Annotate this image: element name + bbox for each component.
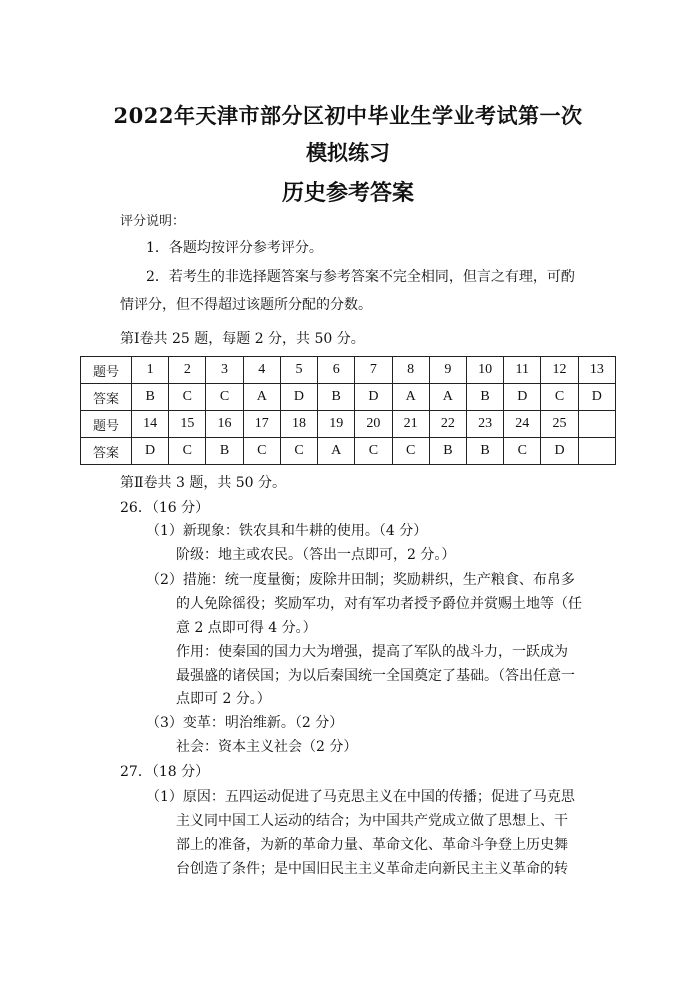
question-number-label: 题号 (81, 411, 132, 438)
question-number-cell: 15 (169, 411, 206, 438)
answer-cell: C (504, 438, 541, 465)
question-number-cell: 22 (429, 411, 466, 438)
q26-part2-line6: 点即可 2 分。） (176, 691, 271, 707)
question-number-cell (578, 411, 615, 438)
question-number-cell: 18 (280, 411, 317, 438)
answer-cell: C (355, 438, 392, 465)
answer-cell: B (132, 384, 169, 411)
answer-cell: B (466, 438, 503, 465)
question-number-cell: 1 (132, 357, 169, 384)
q26-part3-line1: （3）变革：明治维新。（2 分） (146, 715, 344, 731)
answer-cell (578, 438, 615, 465)
question-number-cell: 2 (169, 357, 206, 384)
answer-cell: B (206, 438, 243, 465)
question-number-cell: 16 (206, 411, 243, 438)
question-number-cell: 17 (243, 411, 280, 438)
answer-cell: D (541, 438, 578, 465)
q26-part1-line1: （1）新现象：铁农具和牛耕的使用。（4 分） (146, 523, 428, 539)
question-number-row (81, 357, 616, 384)
question-number-cell: 11 (504, 357, 541, 384)
q26-part3-line2: 社会：资本主义社会（2 分） (176, 739, 358, 755)
question-number-cell: 14 (132, 411, 169, 438)
q26-part2-line5: 最强盛的诸侯国；为以后秦国统一全国奠定了基础。（答出任意一 (176, 668, 575, 684)
answer-cell: B (429, 438, 466, 465)
question-number-row (81, 411, 616, 438)
answer-cell: D (504, 384, 541, 411)
page-subtitle: 历史参考答案 (281, 180, 414, 206)
answer-label: 答案 (81, 384, 132, 411)
q27-part1-line4: 台创造了条件；是中国旧民主主义革命走向新民主主义革命的转 (176, 861, 568, 877)
q26-part1-line2: 阶级：地主或农民。（答出一点即可，2 分。） (176, 547, 456, 563)
question-number-cell: 9 (429, 357, 466, 384)
question-number-cell: 10 (466, 357, 503, 384)
q27-part1-line2: 主义同中国工人运动的结合；为中国共产党成立做了思想上、干 (176, 813, 568, 829)
scoring-note-2-cont: 情评分，但不得超过该题所分配的分数。 (120, 297, 372, 313)
q27-part1-line3: 部上的准备，为新的革命力量、革命文化、革命斗争登上历史舞 (176, 837, 568, 853)
q27-part1-line1: （1）原因：五四运动促进了马克思主义在中国的传播；促进了马克思 (146, 789, 575, 805)
question-number-cell: 25 (541, 411, 578, 438)
question-number-label: 题号 (81, 357, 132, 384)
answer-cell: D (132, 438, 169, 465)
question-26-heading: 26．（16 分） (120, 500, 210, 516)
answer-cell: A (392, 384, 429, 411)
page-title-line2: 模拟练习 (306, 140, 390, 165)
answer-label: 答案 (81, 438, 132, 465)
question-number-cell: 19 (318, 411, 355, 438)
answer-cell: C (280, 438, 317, 465)
scoring-note-1: 1．各题均按评分参考评分。 (146, 240, 323, 256)
answer-cell: C (206, 384, 243, 411)
page-title: 2022年天津市部分区初中毕业生学业考试第一次 (113, 103, 583, 128)
answer-table (80, 356, 616, 465)
question-number-cell: 21 (392, 411, 429, 438)
answer-cell: D (355, 384, 392, 411)
scoring-note-heading: 评分说明： (120, 214, 186, 229)
answer-cell: C (169, 384, 206, 411)
answer-cell: C (243, 438, 280, 465)
question-number-cell: 7 (355, 357, 392, 384)
answer-cell: C (541, 384, 578, 411)
answer-cell: A (429, 384, 466, 411)
answer-row (81, 438, 616, 465)
question-number-cell: 8 (392, 357, 429, 384)
answer-cell: A (243, 384, 280, 411)
answer-cell: B (318, 384, 355, 411)
scoring-note-2: 2．若考生的非选择题答案与参考答案不完全相同，但言之有理，可酌 (146, 269, 575, 285)
answer-cell: D (578, 384, 615, 411)
answer-cell: B (466, 384, 503, 411)
q26-part2-line1: （2）措施：统一度量衡；废除井田制；奖励耕织，生产粮食、布帛多 (146, 572, 575, 588)
question-number-cell: 6 (318, 357, 355, 384)
question-number-cell: 24 (504, 411, 541, 438)
question-number-cell: 4 (243, 357, 280, 384)
question-number-cell: 12 (541, 357, 578, 384)
question-number-cell: 23 (466, 411, 503, 438)
answer-cell: D (280, 384, 317, 411)
answer-cell: A (318, 438, 355, 465)
section-2-heading: 第Ⅱ卷共 3 题，共 50 分。 (120, 475, 287, 491)
question-27-heading: 27．（18 分） (120, 764, 210, 780)
answer-row (81, 384, 616, 411)
question-number-cell: 20 (355, 411, 392, 438)
q26-part2-line4: 作用：使秦国的国力大为增强，提高了军队的战斗力，一跃成为 (176, 644, 568, 660)
q26-part2-line3: 意 2 点即可得 4 分。） (176, 620, 317, 636)
answer-cell: C (169, 438, 206, 465)
question-number-cell: 13 (578, 357, 615, 384)
section-1-heading: 第Ⅰ卷共 25 题，每题 2 分，共 50 分。 (120, 331, 365, 347)
answer-cell: C (392, 438, 429, 465)
question-number-cell: 5 (280, 357, 317, 384)
question-number-cell: 3 (206, 357, 243, 384)
q26-part2-line2: 的人免除徭役；奖励军功，对有军功者授予爵位并赏赐土地等（任 (176, 596, 582, 612)
